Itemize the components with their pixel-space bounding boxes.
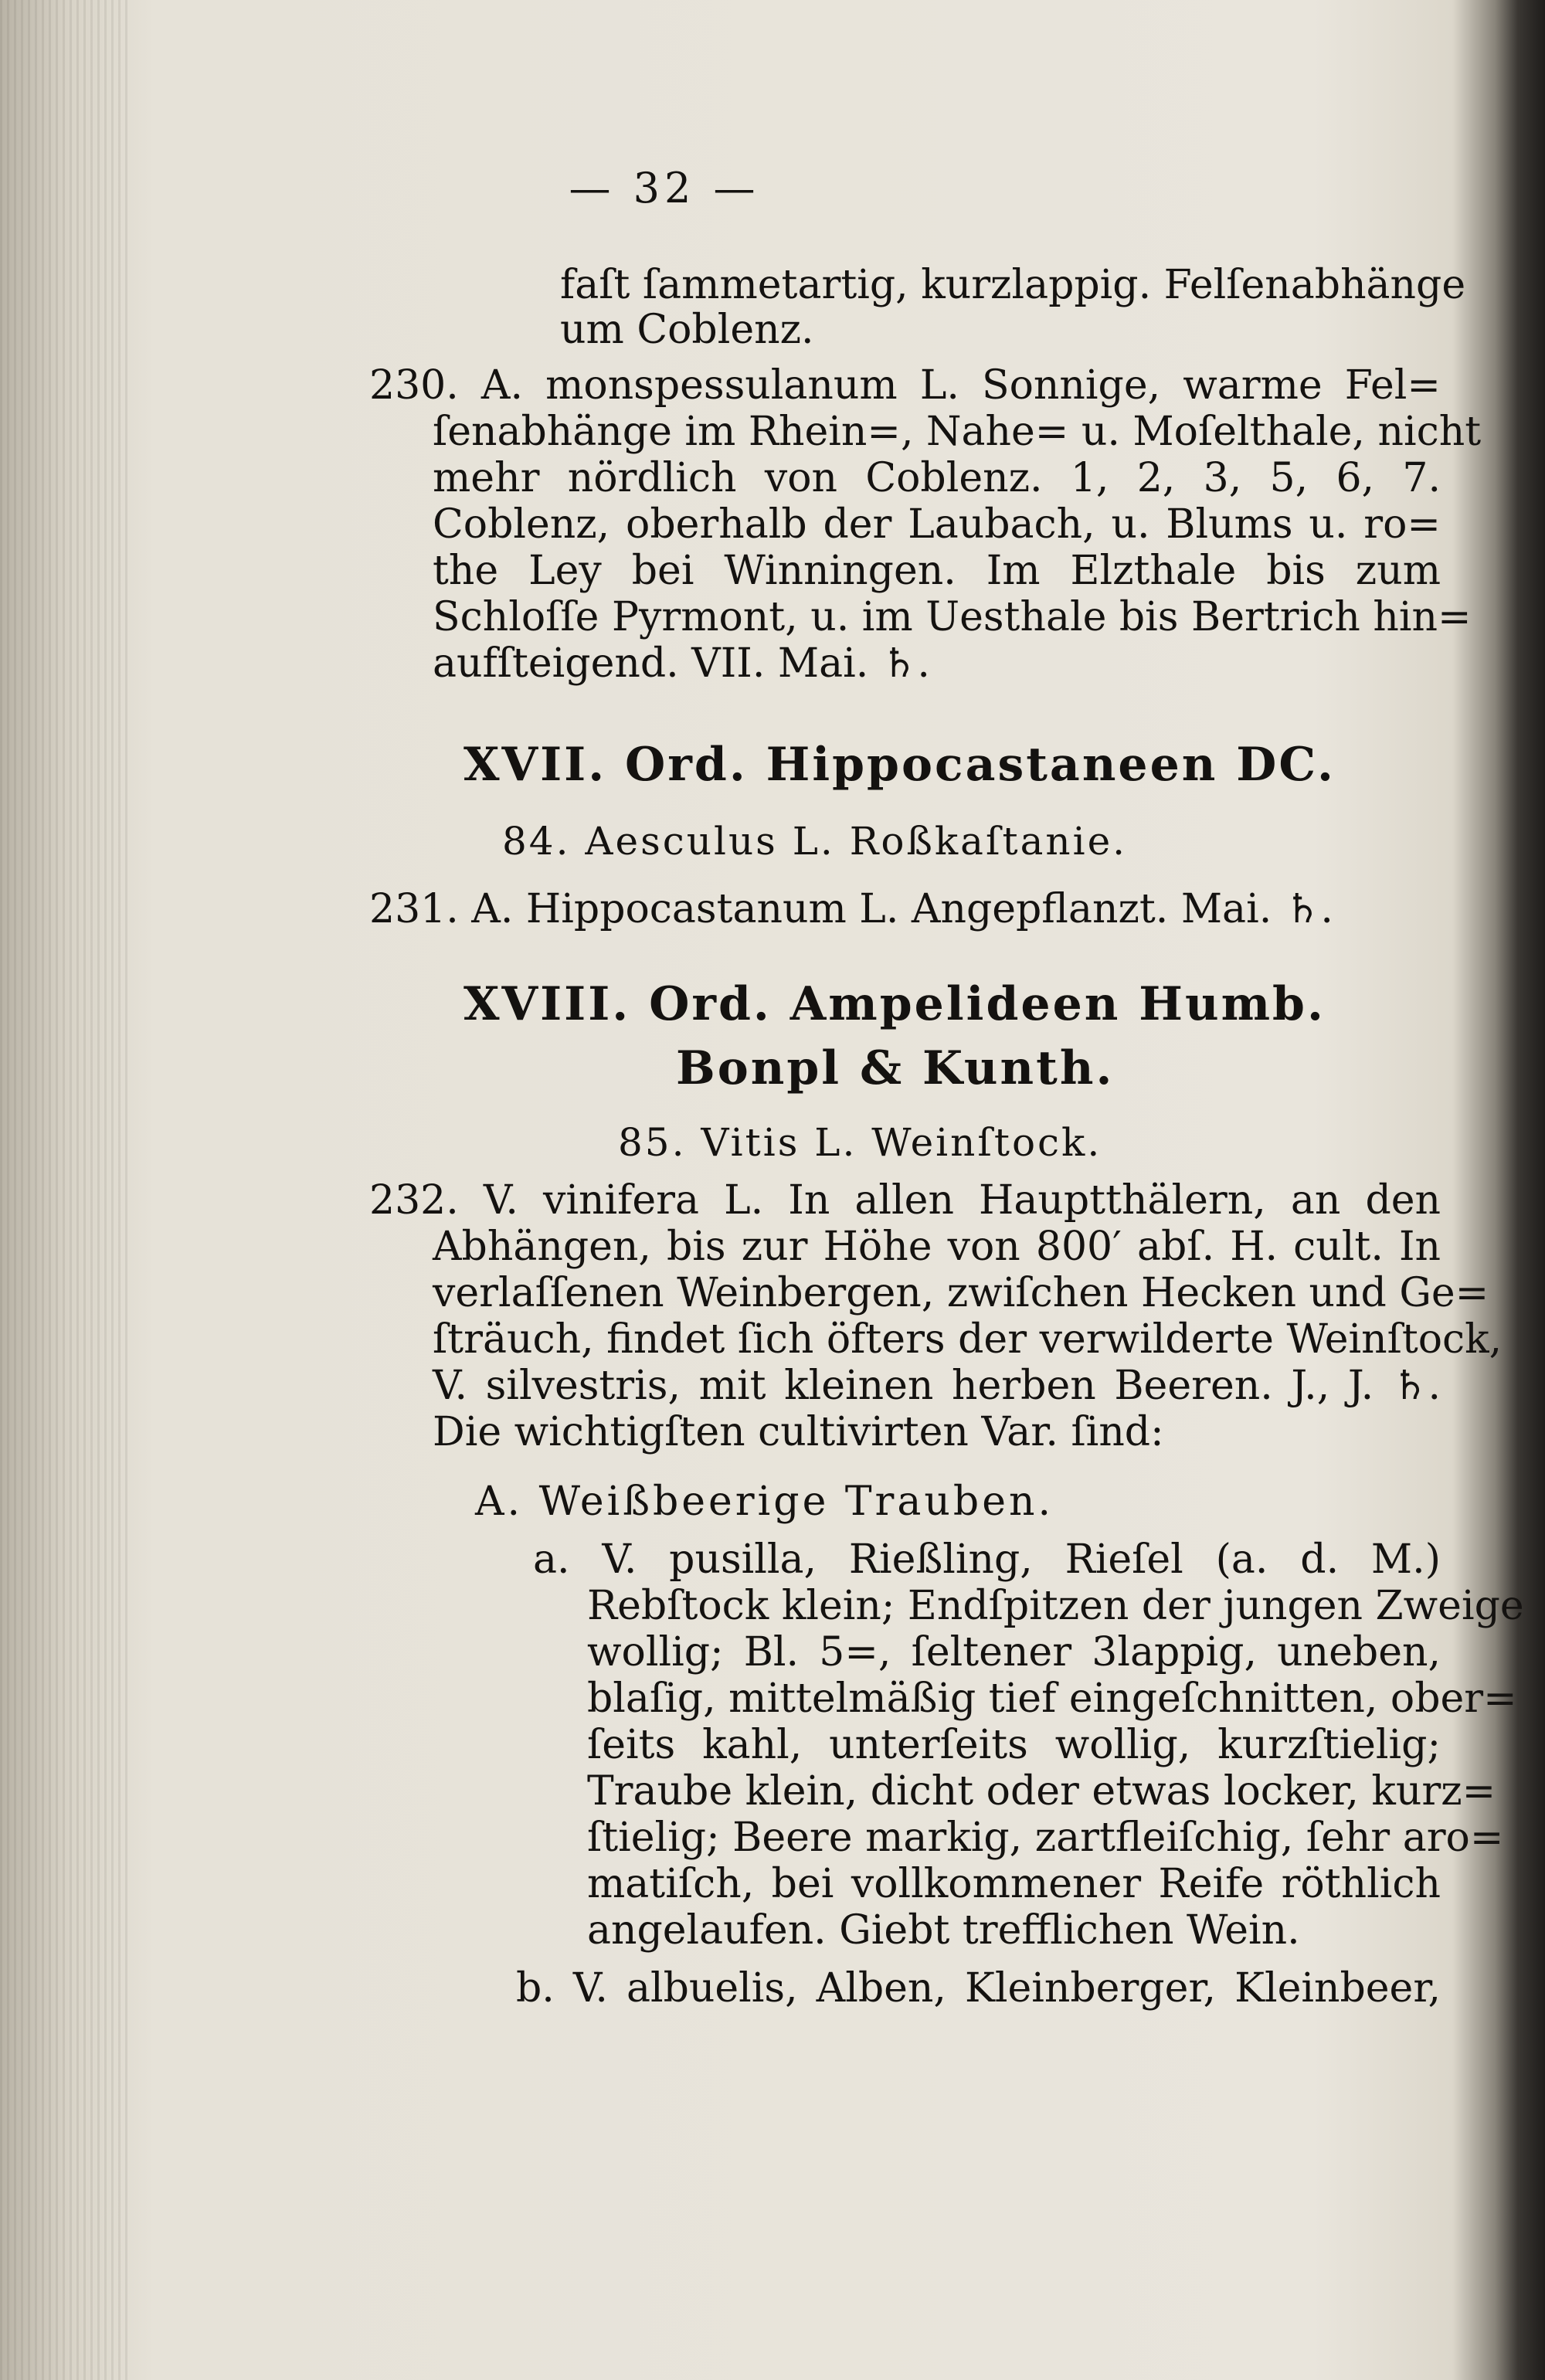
- genus-heading: 85. Vitis L. Weinſtock.: [618, 1120, 1102, 1165]
- text-line: ſtielig; Beere markig, zartfleiſchig, ſehr aro=: [587, 1815, 1504, 1861]
- text-line: ſträuch, findet ſich öfters der verwilderte Weinſtock,: [433, 1316, 1503, 1363]
- text-line: ſenabhänge im Rhein=, Nahe= u. Moſelthale, nicht: [433, 409, 1482, 455]
- subsection-heading: A. Weißbeerige Trauben.: [475, 1479, 1054, 1525]
- text-line: angelaufen. Giebt trefflichen Wein.: [587, 1907, 1300, 1954]
- order-heading: XVII. Ord. Hippocastaneen DC.: [464, 738, 1336, 792]
- text-line: blaſig, mittelmäßig tief eingeſchnitten, ober=: [587, 1676, 1517, 1722]
- text-line: wollig; Bl. 5=, ſeltener 3lappig, uneben,: [587, 1629, 1441, 1676]
- text-line: verlaſſenen Weinbergen, zwiſchen Hecken und Ge=: [433, 1270, 1489, 1316]
- order-heading: XVIII. Ord. Ampelideen Humb.: [464, 977, 1326, 1031]
- text-line: ſeits kahl, unterſeits wollig, kurzſtielig;: [587, 1722, 1441, 1768]
- genus-heading: 84. Aesculus L. Roßkaſtanie.: [502, 819, 1128, 864]
- text-line: 232. V. vinifera L. In allen Hauptthälern, an den: [369, 1177, 1441, 1224]
- text-line: 230. A. monspessulanum L. Sonnige, warme Fel=: [369, 362, 1441, 409]
- page-gutter: [0, 0, 131, 2380]
- text-line: Abhängen, bis zur Höhe von 800′ abſ. H. cult. In: [433, 1224, 1441, 1270]
- text-line: mehr nördlich von Coblenz. 1, 2, 3, 5, 6, 7.: [433, 455, 1441, 501]
- text-line: matiſch, bei vollkommener Reife röthlich: [587, 1861, 1441, 1907]
- text-line: Coblenz, oberhalb der Laubach, u. Blums u. ro=: [433, 501, 1441, 548]
- page-number: — 32 —: [569, 164, 760, 212]
- text-line: Schloſſe Pyrmont, u. im Uesthale bis Bertrich hin=: [433, 594, 1472, 640]
- order-heading-continued: Bonpl & Kunth.: [676, 1041, 1115, 1095]
- text-line: faſt ſammetartig, kurzlappig. Felſenabhänge: [560, 262, 1466, 308]
- text-line: Traube klein, dicht oder etwas locker, kurz=: [587, 1768, 1496, 1815]
- text-line: Rebſtock klein; Endſpitzen der jungen Zweige: [587, 1583, 1524, 1629]
- text-line: aufſteigend. VII. Mai. ♄.: [433, 640, 930, 687]
- text-line: um Coblenz.: [560, 307, 814, 353]
- text-line: Die wichtigſten cultivirten Var. ſind:: [433, 1409, 1164, 1455]
- text-line: 231. A. Hippocastanum L. Angepflanzt. Mai. ♄.: [369, 886, 1333, 932]
- text-line: the Ley bei Winningen. Im Elzthale bis zum: [433, 548, 1441, 594]
- text-line: b. V. albuelis, Alben, Kleinberger, Kleinbeer,: [516, 1965, 1441, 2012]
- text-line: V. silvestris, mit kleinen herben Beeren. J., J. ♄.: [433, 1363, 1441, 1409]
- text-line: a. V. pusilla, Rießling, Rieſel (a. d. M.): [533, 1536, 1441, 1583]
